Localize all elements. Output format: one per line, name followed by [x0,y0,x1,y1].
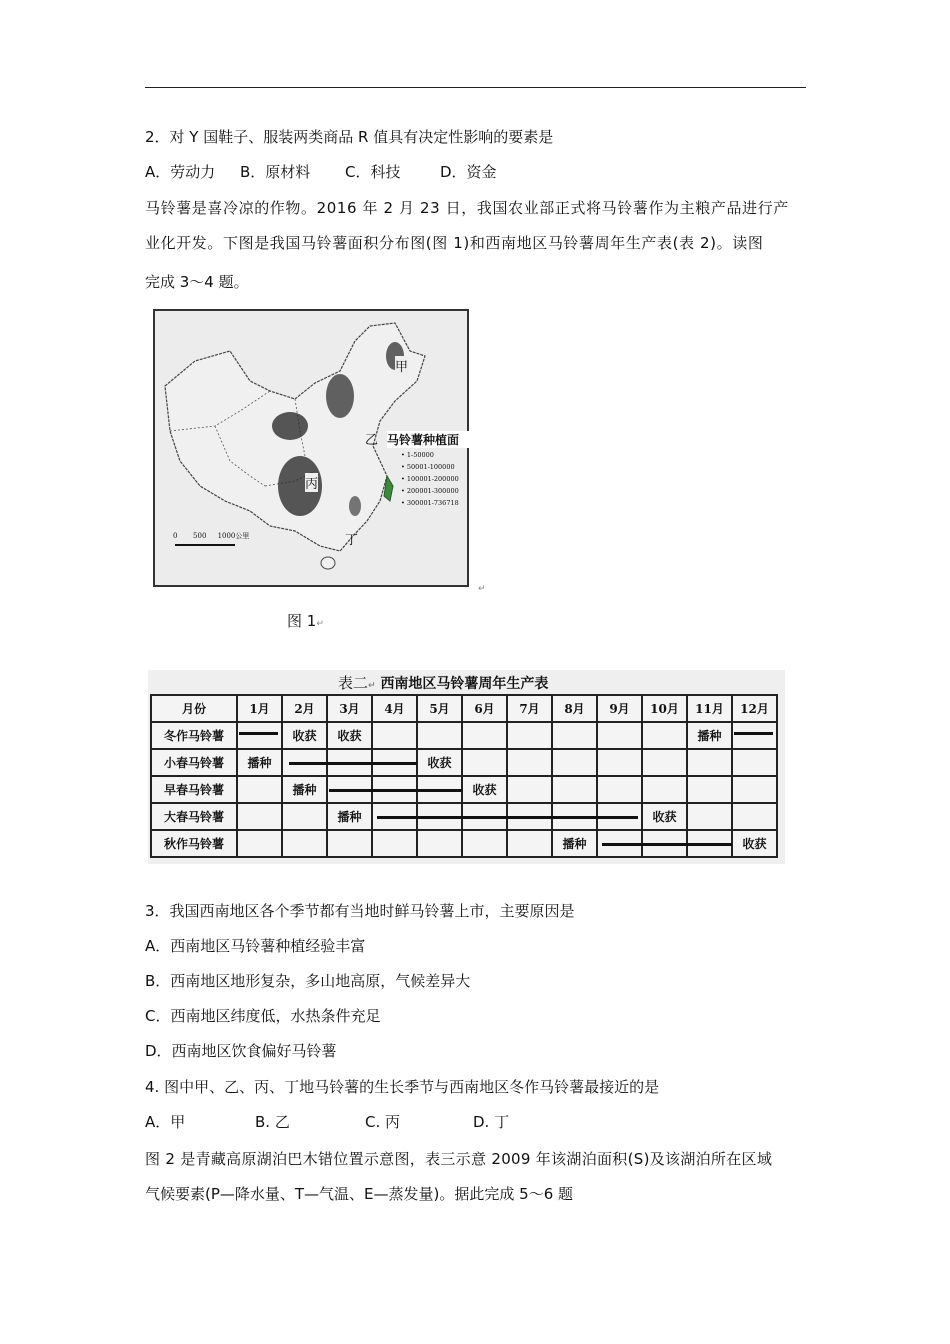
q4-option-c: C. 丙 [365,1113,401,1131]
map-outline [155,311,467,585]
month-cell [732,776,777,803]
q2-option-a: A．劳动力 [145,163,216,181]
month-cell [462,803,507,830]
month-cell [372,830,417,857]
month-cell [462,749,507,776]
legend-item: • 50001-100000 [401,463,455,471]
header-cell: 8月 [552,695,597,722]
legend-title: 马铃薯种植面 [387,431,487,448]
month-cell: 播种 [237,749,282,776]
intro2-line: 气候要素(P—降水量、T—气温、E—蒸发量)。据此完成 5～6 题 [145,1185,574,1203]
q3-option-b: B．西南地区地形复杂，多山地高原，气候差异大 [145,972,471,990]
q2-option-b: B．原材料 [240,163,311,181]
row-label: 秋作马铃薯 [151,830,237,857]
header-rule [145,87,806,88]
header-cell: 9月 [597,695,642,722]
china-potato-map [153,309,469,587]
intro2-line: 图 2 是青藏高原湖泊巴木错位置示意图，表三示意 2009 年该湖泊面积(S)及该湖泊所在区域 [145,1150,773,1168]
month-cell [372,749,417,776]
q4-option-d: D. 丁 [473,1113,510,1131]
legend-item: • 100001-200000 [401,475,459,483]
month-cell [327,776,372,803]
month-cell [732,749,777,776]
month-cell: 播种 [282,776,327,803]
month-cell [237,776,282,803]
month-cell [507,776,552,803]
month-cell [687,830,732,857]
month-cell [327,749,372,776]
q2-stem: 2．对 Y 国鞋子、服装两类商品 R 值具有决定性影响的要素是 [145,128,554,146]
row-label: 冬作马铃薯 [151,722,237,749]
q2-option-d: D．资金 [440,163,497,181]
intro-line: 完成 3～4 题。 [145,273,249,291]
month-cell: 播种 [327,803,372,830]
header-cell: 3月 [327,695,372,722]
month-cell: 收获 [732,830,777,857]
month-cell [237,803,282,830]
return-mark: ↵ [478,584,486,594]
legend-item: • 300001-736718 [401,499,459,507]
map-label-bing: 丙 [305,473,318,492]
month-cell [597,776,642,803]
header-cell: 月份 [151,695,237,722]
table-header-row [151,695,777,722]
month-cell [642,749,687,776]
q4-option-a: A．甲 [145,1113,186,1131]
month-cell [507,722,552,749]
legend-item: • 200001-300000 [401,487,459,495]
row-label: 早春马铃薯 [151,776,237,803]
month-cell [507,803,552,830]
production-table [148,670,785,864]
month-cell: 收获 [417,749,462,776]
q3-option-d: D．西南地区饮食偏好马铃薯 [145,1042,337,1060]
month-cell [552,803,597,830]
header-cell: 5月 [417,695,462,722]
month-cell [282,803,327,830]
month-cell [597,830,642,857]
month-cell [462,722,507,749]
header-cell: 11月 [687,695,732,722]
month-cell [237,722,282,749]
month-cell [462,830,507,857]
map-label-ding: 丁 [345,533,359,548]
month-cell [507,830,552,857]
header-cell: 1月 [237,695,282,722]
month-cell [237,830,282,857]
month-cell [372,776,417,803]
q4-stem: 4. 图中甲、乙、丙、丁地马铃薯的生长季节与西南地区冬作马铃薯最接近的是 [145,1078,660,1096]
q4-option-b: B. 乙 [255,1113,290,1131]
month-cell [282,830,327,857]
map-label-jia: 甲 [395,356,408,375]
month-cell [642,722,687,749]
month-cell [372,722,417,749]
month-cell [597,803,642,830]
month-cell: 收获 [462,776,507,803]
production-grid [150,694,778,858]
q3-stem: 3．我国西南地区各个季节都有当地时鲜马铃薯上市，主要原因是 [145,902,575,920]
month-cell [687,749,732,776]
table-row [151,749,777,776]
table-row [151,722,777,749]
month-cell [642,776,687,803]
row-label: 大春马铃薯 [151,803,237,830]
table-row [151,776,777,803]
q4-options [145,1112,509,1132]
table-row [151,830,777,857]
map-label-yi: 乙 [365,433,379,448]
month-cell [687,776,732,803]
header-cell: 10月 [642,695,687,722]
month-cell [552,722,597,749]
header-cell: 12月 [732,695,777,722]
month-cell: 播种 [552,830,597,857]
header-cell: 4月 [372,695,417,722]
month-cell [417,722,462,749]
month-cell [642,830,687,857]
month-cell [732,803,777,830]
month-cell [597,722,642,749]
header-cell: 7月 [507,695,552,722]
month-cell [417,803,462,830]
q3-option-c: C．西南地区纬度低，水热条件充足 [145,1007,381,1025]
scale-bar: 0 500 1000公里 [173,532,250,540]
month-cell [372,803,417,830]
month-cell [597,749,642,776]
table-title: 表二↵ 西南地区马铃薯周年生产表 [338,674,549,692]
month-cell [687,803,732,830]
month-cell [552,749,597,776]
month-cell [417,776,462,803]
legend-item: • 1-50000 [401,451,434,459]
header-cell: 2月 [282,695,327,722]
intro-line: 业化开发。下图是我国马铃薯面积分布图(图 1)和西南地区马铃薯周年生产表(表 2)。读图 [145,234,764,252]
month-cell [327,830,372,857]
month-cell [507,749,552,776]
q3-option-a: A．西南地区马铃薯种植经验丰富 [145,937,366,955]
month-cell [282,749,327,776]
header-cell: 6月 [462,695,507,722]
map-legend [401,449,459,509]
month-cell: 收获 [642,803,687,830]
row-label: 小春马铃薯 [151,749,237,776]
intro-line: 马铃薯是喜冷凉的作物。2016 年 2 月 23 日，我国农业部正式将马铃薯作为主粮产品进行产 [145,199,789,217]
month-cell [417,830,462,857]
month-cell: 收获 [282,722,327,749]
month-cell: 收获 [327,722,372,749]
q2-options [145,162,497,182]
month-cell [732,722,777,749]
figure-caption: 图 1↵ [287,612,324,630]
table-row [151,803,777,830]
q2-option-c: C．科技 [345,163,401,181]
month-cell [552,776,597,803]
month-cell: 播种 [687,722,732,749]
